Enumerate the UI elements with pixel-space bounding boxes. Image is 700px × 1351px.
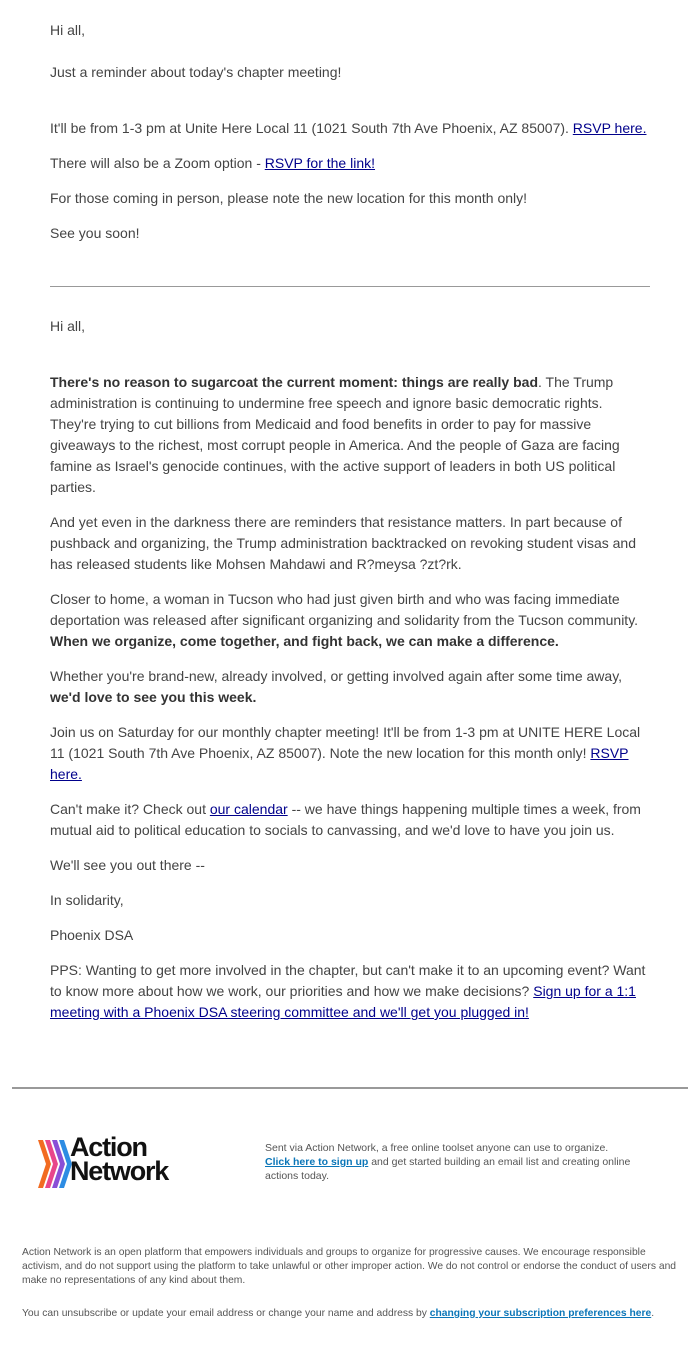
reminder-location-note: For those coming in person, please note the new location for this month only! [50,190,528,206]
main-greeting: Hi all, [50,318,86,334]
footer-divider [12,1087,688,1089]
action-network-logo[interactable] [38,1132,198,1190]
logo-line-1: Action [70,1132,147,1162]
sign-up-link[interactable]: Click here to sign up [265,1156,369,1168]
unsubscribe-notice [22,1307,692,1321]
logo-line-2: Network [70,1156,169,1186]
main-paragraph-3-text: Closer to home, a woman in Tucson who had just given birth and who was facing immediate deportation was released after significant organizing and solidarity from the Tucson community. [50,591,639,628]
rsvp-link[interactable]: RSVP here. [572,120,647,136]
one-on-one-signup-link[interactable]: Sign up for a 1:1 meeting with a Phoenix DSA steering committee and we'll get you plugged in! [50,983,636,1020]
section-divider [50,286,650,287]
main-paragraph-7: We'll see you out there -- [50,857,205,873]
reminder-details-text: It'll be from 1-3 pm at Unite Here Local 11 (1021 South 7th Ave Phoenix, AZ 85007). [50,120,573,136]
reminder-see-you: See you soon! [50,225,140,241]
main-paragraph-5 [50,722,650,785]
main-paragraph-3-bold: When we organize, come together, and fight back, we can make a difference. [50,633,559,649]
reminder-intro: Just a reminder about today's chapter meeting! [50,64,342,80]
main-paragraph-2: And yet even in the darkness there are reminders that resistance matters. In part because of pushback and organizing, the Trump administration backtracked on revoking student visas and has released students like Mohsen Mahdawi and R?meysa ?zt?rk. [50,514,637,572]
pps-paragraph [50,960,650,1023]
unsubscribe-text: You can unsubscribe or update your email address or change your name and address by [22,1308,430,1319]
pps-text: PPS: Wanting to get more involved in the chapter, but can't make it to an upcoming event? Want to know more about how we work, our priorities and how we make decisions? [50,962,646,999]
sign-off: In solidarity, [50,892,124,908]
main-paragraph-1-rest: . The Trump administration is continuing to undermine free speech and ignore basic democratic rights. They're trying to cut billions from Medicaid and food benefits in order to pay for massive giveaways to the richest, most corrupt people in America. And the people of Gaza are facing famine as Israel's genocide continues, with the active support of leaders in both US political parties. [50,374,620,495]
main-paragraph-6-text-1: Can't make it? Check out [50,801,210,817]
zoom-rsvp-link[interactable]: RSVP for the link! [264,155,376,171]
subscription-preferences-link[interactable]: changing your subscription preferences here [429,1308,652,1319]
sent-via-notice [265,1141,645,1183]
calendar-link[interactable]: our calendar [209,801,288,817]
main-paragraph-4 [50,666,650,708]
main-paragraph-1 [50,372,650,498]
reminder-zoom [50,153,650,174]
meeting-rsvp-link[interactable]: RSVP here. [50,745,629,782]
main-paragraph-4-bold: we'd love to see you this week. [50,689,257,705]
main-paragraph-6 [50,799,650,841]
signature: Phoenix DSA [50,927,134,943]
logo-wordmark [70,1132,169,1186]
main-paragraph-4-text: Whether you're brand-new, already involved, or getting involved again after some time away, [50,668,623,684]
platform-disclaimer: Action Network is an open platform that empowers individuals and groups to organize for progressive causes. We encourage responsible activism, and do not support using the platform to take unlawful or other improper action. We do not control or endorse the conduct of users and make no representations of any kind about them. [22,1247,677,1286]
reminder-greeting: Hi all, [50,22,86,38]
reminder-zoom-text: There will also be a Zoom option - [50,155,265,171]
main-paragraph-3 [50,589,650,652]
sent-via-text: Sent via Action Network, a free online toolset anyone can use to organize. [265,1142,609,1154]
chevrons-icon [38,1140,72,1188]
main-paragraph-1-bold: There's no reason to sugarcoat the current moment: things are really bad [50,374,538,390]
main-paragraph-6-text-2: -- we have things happening multiple times a week, from mutual aid to political education to socials to canvassing, and we'd love to have you join us. [50,801,641,838]
unsubscribe-end: . [651,1308,655,1319]
sent-via-rest: and get started building an email list and creating online actions today. [265,1156,631,1182]
reminder-details [50,118,650,139]
main-paragraph-5-text: Join us on Saturday for our monthly chapter meeting! It'll be from 1-3 pm at UNITE HERE Local 11 (1021 South 7th Ave Phoenix, AZ 85007). Note the new location for this month only! [50,724,641,761]
